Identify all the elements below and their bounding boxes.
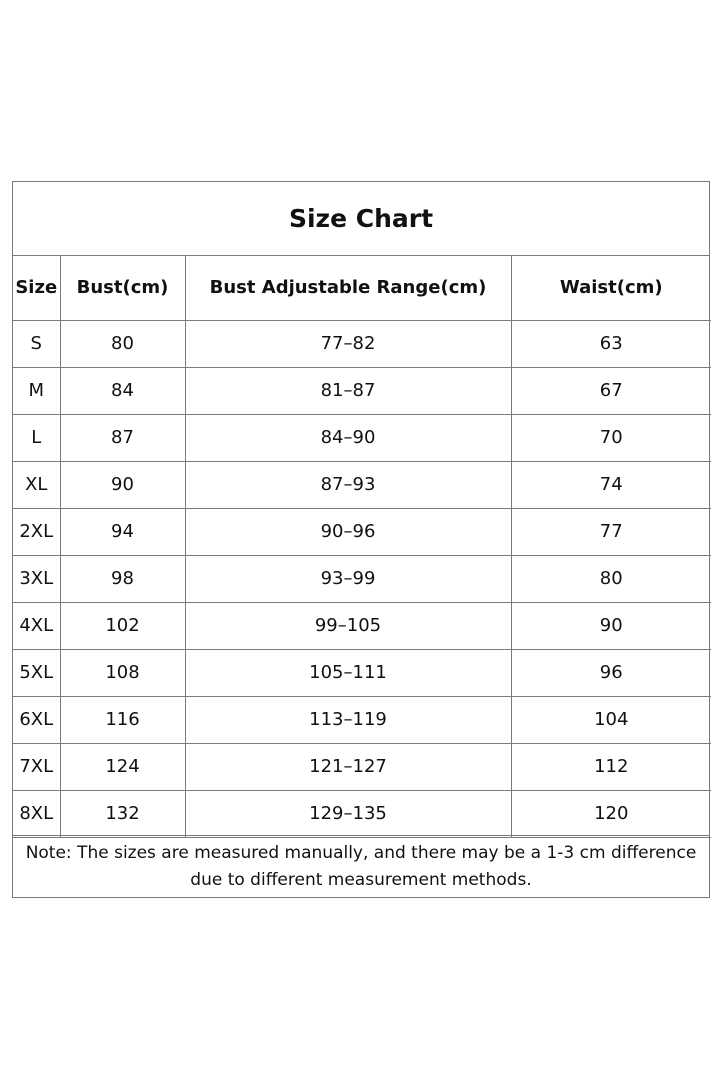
cell-bust: 102 <box>60 602 185 649</box>
cell-bust-range: 84–90 <box>185 414 511 461</box>
cell-bust-range: 99–105 <box>185 602 511 649</box>
table-row <box>13 743 711 790</box>
cell-bust-range: 81–87 <box>185 367 511 414</box>
cell-bust-range: 121–127 <box>185 743 511 790</box>
cell-size: 6XL <box>13 696 60 743</box>
table-row <box>13 555 711 602</box>
cell-size: 8XL <box>13 790 60 837</box>
cell-size: XL <box>13 461 60 508</box>
cell-waist: 104 <box>511 696 711 743</box>
cell-bust: 90 <box>60 461 185 508</box>
cell-bust: 87 <box>60 414 185 461</box>
cell-bust: 108 <box>60 649 185 696</box>
header-size: Size <box>13 256 60 320</box>
cell-waist: 67 <box>511 367 711 414</box>
cell-waist: 74 <box>511 461 711 508</box>
cell-waist: 70 <box>511 414 711 461</box>
cell-waist: 90 <box>511 602 711 649</box>
cell-bust: 94 <box>60 508 185 555</box>
cell-waist: 112 <box>511 743 711 790</box>
header-bust-range: Bust Adjustable Range(cm) <box>185 256 511 320</box>
cell-bust-range: 77–82 <box>185 320 511 367</box>
cell-waist: 80 <box>511 555 711 602</box>
cell-size: 7XL <box>13 743 60 790</box>
cell-size: 2XL <box>13 508 60 555</box>
table-row <box>13 696 711 743</box>
size-chart <box>12 181 710 898</box>
cell-bust: 132 <box>60 790 185 837</box>
cell-waist: 63 <box>511 320 711 367</box>
table-row <box>13 414 711 461</box>
table-row <box>13 367 711 414</box>
cell-bust: 80 <box>60 320 185 367</box>
cell-size: 4XL <box>13 602 60 649</box>
chart-title: Size Chart <box>13 182 709 256</box>
cell-bust: 98 <box>60 555 185 602</box>
cell-bust: 116 <box>60 696 185 743</box>
table-row <box>13 461 711 508</box>
table-row <box>13 320 711 367</box>
table-row <box>13 602 711 649</box>
cell-bust-range: 105–111 <box>185 649 511 696</box>
cell-waist: 77 <box>511 508 711 555</box>
cell-bust: 84 <box>60 367 185 414</box>
cell-bust-range: 87–93 <box>185 461 511 508</box>
cell-size: S <box>13 320 60 367</box>
cell-waist: 120 <box>511 790 711 837</box>
cell-waist: 96 <box>511 649 711 696</box>
cell-bust-range: 129–135 <box>185 790 511 837</box>
cell-size: 5XL <box>13 649 60 696</box>
cell-bust-range: 113–119 <box>185 696 511 743</box>
cell-size: M <box>13 367 60 414</box>
header-row <box>13 256 711 320</box>
table-row <box>13 790 711 837</box>
header-waist: Waist(cm) <box>511 256 711 320</box>
header-bust: Bust(cm) <box>60 256 185 320</box>
size-table <box>13 256 711 838</box>
table-row <box>13 508 711 555</box>
cell-bust: 124 <box>60 743 185 790</box>
cell-bust-range: 93–99 <box>185 555 511 602</box>
cell-size: 3XL <box>13 555 60 602</box>
measurement-note: Note: The sizes are measured manually, and there may be a 1-3 cm difference due to different measurement methods. <box>13 835 709 897</box>
cell-bust-range: 90–96 <box>185 508 511 555</box>
cell-size: L <box>13 414 60 461</box>
table-row <box>13 649 711 696</box>
